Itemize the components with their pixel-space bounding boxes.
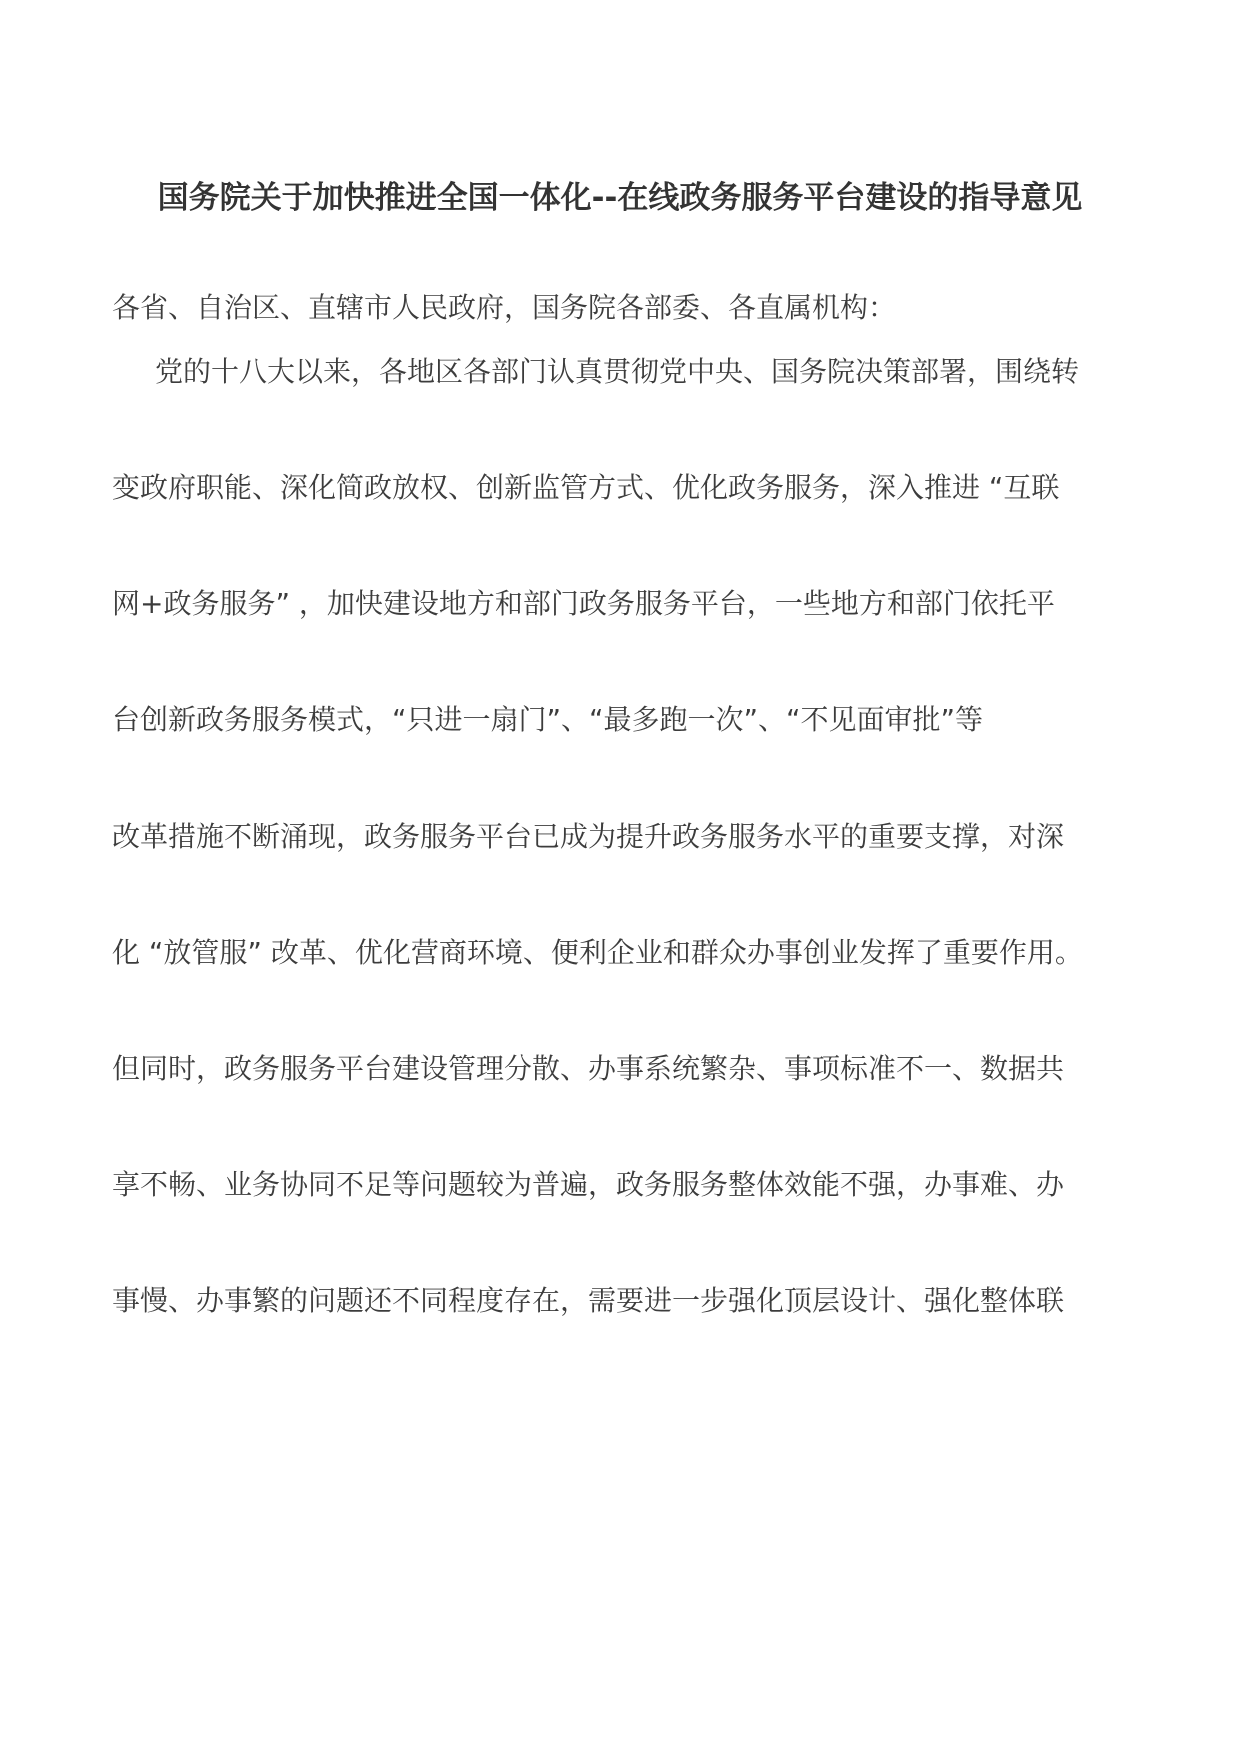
paragraph-line: 变政府职能、深化简政放权、创新监管方式、优化政务服务，深入推进 “互联 <box>112 471 1060 504</box>
paragraph-line: 台创新政务服务模式，“只进一扇门”、“最多跑一次”、“不见面审批”等 <box>112 703 984 736</box>
paragraph-line: 改革措施不断涌现，政务服务平台已成为提升政务服务水平的重要支撑，对深 <box>112 820 1065 853</box>
document-title: 国务院关于加快推进全国一体化--在线政务服务平台建设的指导意见 <box>157 180 1083 216</box>
paragraph-line: 党的十八大以来，各地区各部门认真贯彻党中央、国务院决策部署，围绕转 <box>155 355 1080 388</box>
paragraph-line: 化 “放管服” 改革、优化营商环境、便利企业和群众办事创业发挥了重要作用。 <box>112 936 1083 969</box>
paragraph-line: 享不畅、业务协同不足等问题较为普遍，政务服务整体效能不强，办事难、办 <box>112 1168 1065 1201</box>
document-salutation: 各省、自治区、直辖市人民政府，国务院各部委、各直属机构： <box>112 291 897 324</box>
paragraph-line: 事慢、办事繁的问题还不同程度存在，需要进一步强化顶层设计、强化整体联 <box>112 1284 1065 1317</box>
paragraph-line: 但同时，政务服务平台建设管理分散、办事系统繁杂、事项标准不一、数据共 <box>112 1052 1065 1085</box>
paragraph-line: 网+政务服务” ，加快建设地方和部门政务服务平台，一些地方和部门依托平 <box>112 587 1055 620</box>
